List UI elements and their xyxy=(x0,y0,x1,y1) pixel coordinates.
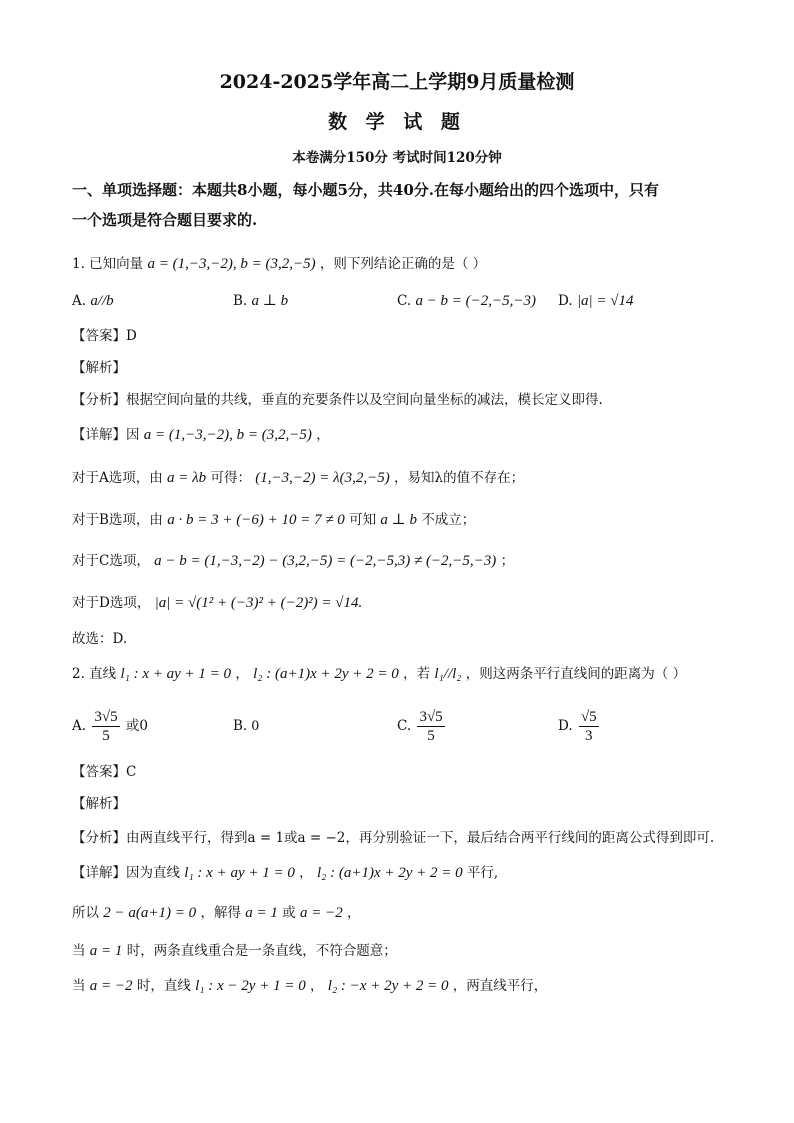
q2-line-2-suffix: 时，两条直线重合是一条直线，不符合题意； xyxy=(126,943,397,959)
q1-answer: 【答案】D xyxy=(72,328,137,344)
q1-line-b-mid: 可知 xyxy=(349,512,377,528)
q1-line-b-prefix: 对于B选项，由 xyxy=(72,512,163,528)
q1-xiangjie-suffix: ， xyxy=(316,427,330,443)
q2-option-a-suffix: 或0 xyxy=(125,718,148,734)
q2-option-c-numerator: 3√5 xyxy=(419,709,443,725)
q2-stem-math3: l₁//l₂ xyxy=(434,666,462,682)
q2-option-c-fraction xyxy=(417,708,444,745)
q1-option-b-text: a ⊥ b xyxy=(251,293,289,309)
q1-line-d-prefix: 对于D选项， xyxy=(72,595,151,611)
q1-option-d-text: |a| = √14 xyxy=(576,293,634,309)
q2-line-2 xyxy=(72,941,397,961)
q1-line-b-math: a · b = 3 + (−6) + 10 = 7 ≠ 0 xyxy=(167,512,345,528)
q2-line-1-or: 或 xyxy=(282,905,296,921)
q2-line-1-suffix: ， xyxy=(347,905,361,921)
q2-line-1-math2: a = 1 xyxy=(245,905,278,921)
q2-line-1-math: 2 − a(a+1) = 0 xyxy=(103,905,197,921)
q2-stem-suffix: ，则这两条平行直线间的距离为（ ） xyxy=(465,666,687,682)
exam-info: 本卷满分150分 考试时间120分钟 xyxy=(292,150,502,166)
q2-line-3-sep: ， xyxy=(310,978,324,994)
q1-line-b-math2: a ⊥ b xyxy=(380,512,418,528)
q2-option-b-label: B. xyxy=(233,718,248,734)
q1-line-d xyxy=(72,593,362,613)
q1-option-d xyxy=(558,291,634,311)
q2-option-a-fraction xyxy=(92,708,119,745)
q2-stem-prefix: 2. 直线 xyxy=(72,666,117,682)
q2-line-3-math: a = −2 xyxy=(89,978,133,994)
section-heading-line2: 一个选项是符合题目要求的. xyxy=(72,211,258,229)
q2-line-1-math3: a = −2 xyxy=(299,905,343,921)
q2-option-d-numerator: √5 xyxy=(580,709,597,725)
q2-option-d-denominator: 3 xyxy=(585,728,593,744)
q2-stem-sep: ， xyxy=(235,666,249,682)
q1-line-c xyxy=(72,551,514,571)
q2-line-3-math2: l₂ : −x + 2y + 2 = 0 xyxy=(327,978,449,994)
q1-option-c xyxy=(397,291,536,311)
q2-xiangjie-suffix: 平行, xyxy=(466,865,499,881)
section-heading-line1: 一、单项选择题：本题共8小题，每小题5分，共40分.在每小题给出的四个选项中，只有 xyxy=(72,181,659,199)
q2-answer: 【答案】C xyxy=(72,764,137,780)
q2-line-3-suffix: ，两直线平行， xyxy=(452,978,548,994)
q1-line-a-math2: (1,−3,−2) = λ(3,2,−5) xyxy=(255,470,390,486)
q1-conclusion: 故选：D. xyxy=(72,631,128,647)
q2-analysis-label: 【解析】 xyxy=(72,796,126,812)
q2-line-3-mid: 时，直线 xyxy=(136,978,191,994)
q2-option-d-fraction xyxy=(579,708,599,745)
q1-stem-suffix: ，则下列结论正确的是（ ） xyxy=(319,256,487,272)
q2-line-3 xyxy=(72,976,547,996)
q2-line-3-prefix: 当 xyxy=(72,978,86,994)
q2-option-c-label: C. xyxy=(397,718,412,734)
q1-line-a xyxy=(72,468,524,488)
q1-xiangjie-math: a = (1,−3,−2), b = (3,2,−5) xyxy=(143,427,312,443)
q2-fenxi: 【分析】由两直线平行，得到a = 1或a = −2，再分别验证一下，最后结合两平行线间的距离公式得到即可. xyxy=(72,830,715,846)
q2-option-a-numerator: 3√5 xyxy=(94,709,118,725)
q2-xiangjie-prefix: 【详解】因为直线 xyxy=(72,865,180,881)
q2-xiangjie xyxy=(72,863,498,883)
q2-stem xyxy=(72,664,686,684)
q2-stem-math1: l₁ : x + ay + 1 = 0 xyxy=(120,666,232,682)
q2-line-2-prefix: 当 xyxy=(72,943,86,959)
q1-line-d-math: |a| = √(1² + (−3)² + (−2)²) = √14. xyxy=(154,595,363,611)
q2-stem-mid: ，若 xyxy=(403,666,431,682)
q1-fenxi: 【分析】根据空间向量的共线，垂直的充要条件以及空间向量坐标的减法，模长定义即得. xyxy=(72,392,603,408)
q2-line-3-math1: l₁ : x − 2y + 1 = 0 xyxy=(195,978,306,994)
q2-option-c-denominator: 5 xyxy=(427,728,435,744)
q1-line-b xyxy=(72,510,475,530)
q2-option-a-label: A. xyxy=(72,718,87,734)
q1-stem xyxy=(72,254,486,274)
q1-option-d-label: D. xyxy=(558,293,573,309)
q2-xiangjie-math2: l₂ : (a+1)x + 2y + 2 = 0 xyxy=(316,865,463,881)
q2-option-b xyxy=(233,716,259,736)
document-subtitle: 数 学 试 题 xyxy=(328,111,466,133)
q2-line-1 xyxy=(72,903,361,923)
q1-line-c-prefix: 对于C选项， xyxy=(72,553,150,569)
q1-line-b-suffix: 不成立； xyxy=(421,512,476,528)
q2-line-1-prefix: 所以 xyxy=(72,905,99,921)
q1-option-a-text: a//b xyxy=(90,293,114,309)
q1-line-a-math1: a = λb xyxy=(167,470,207,486)
q1-option-c-text: a − b = (−2,−5,−3) xyxy=(415,293,537,309)
q1-xiangjie xyxy=(72,425,330,445)
q1-line-c-suffix: ； xyxy=(500,553,515,569)
q2-line-1-mid: ，解得 xyxy=(200,905,241,921)
q1-stem-prefix: 1. 已知向量 xyxy=(72,256,144,272)
q2-stem-math2: l₂ : (a+1)x + 2y + 2 = 0 xyxy=(253,666,399,682)
q2-option-c xyxy=(397,708,447,745)
document-title: 2024-2025学年高二上学期9月质量检测 xyxy=(219,71,575,93)
q2-line-2-math: a = 1 xyxy=(89,943,123,959)
q2-option-a xyxy=(72,708,148,745)
q1-option-a xyxy=(72,291,114,311)
q2-xiangjie-sep: ， xyxy=(299,865,313,881)
q2-option-d-label: D. xyxy=(558,718,573,734)
q2-option-d xyxy=(558,708,601,745)
q2-option-b-text: 0 xyxy=(251,718,260,734)
q1-option-c-label: C. xyxy=(397,293,412,309)
q1-analysis-label: 【解析】 xyxy=(72,360,126,376)
q1-line-a-suffix: ，易知λ的值不存在； xyxy=(394,470,525,486)
q1-stem-math: a = (1,−3,−2), b = (3,2,−5) xyxy=(147,256,316,272)
q1-line-a-prefix: 对于A选项，由 xyxy=(72,470,163,486)
q2-option-a-denominator: 5 xyxy=(102,728,110,744)
q1-option-b-label: B. xyxy=(233,293,248,309)
q1-line-c-math: a − b = (1,−3,−2) − (3,2,−5) = (−2,−5,3) ≠ (−2,−5,−3) xyxy=(154,553,497,569)
q1-option-b xyxy=(233,291,288,311)
q1-line-a-mid: 可得： xyxy=(210,470,251,486)
q2-xiangjie-math1: l₁ : x + ay + 1 = 0 xyxy=(184,865,295,881)
q1-xiangjie-prefix: 【详解】因 xyxy=(72,427,140,443)
q1-option-a-label: A. xyxy=(72,293,87,309)
